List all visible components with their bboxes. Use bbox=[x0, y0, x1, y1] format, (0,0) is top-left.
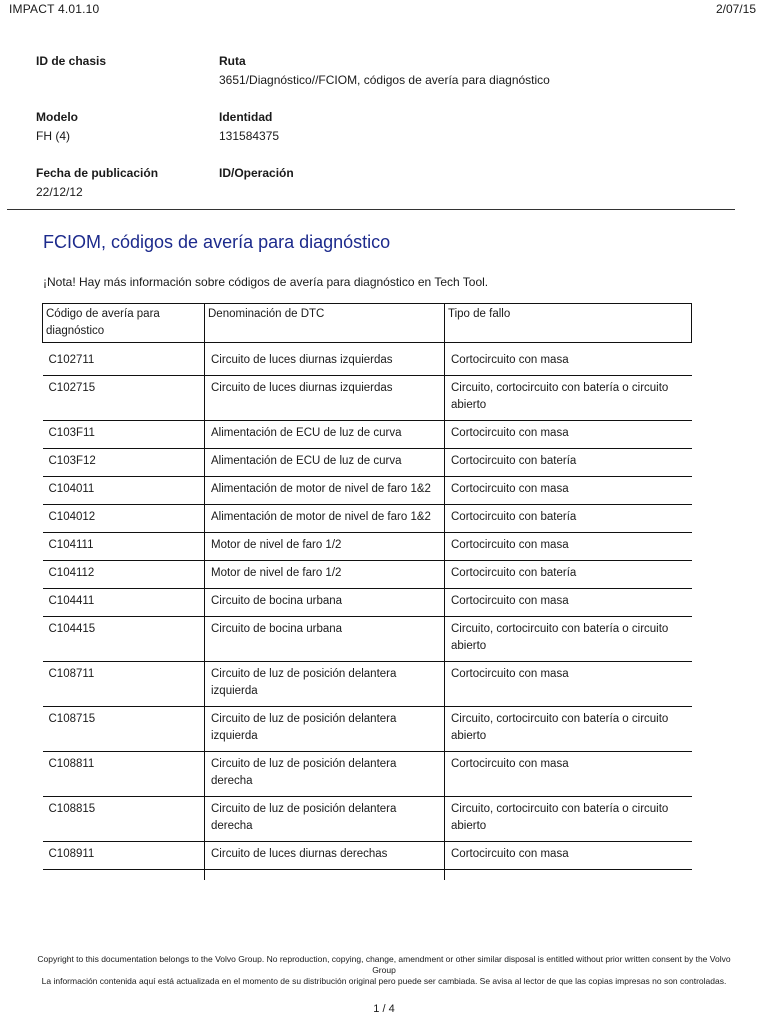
model-label: Modelo bbox=[36, 110, 78, 124]
fault-type-cell: Cortocircuito con masa bbox=[445, 477, 692, 505]
pubdate-value: 22/12/12 bbox=[36, 185, 83, 199]
fault-type-cell: Cortocircuito con masa bbox=[445, 343, 692, 376]
fault-type-cell: Cortocircuito con masa bbox=[445, 589, 692, 617]
dtc-code-cell: C104011 bbox=[43, 477, 205, 505]
model-value: FH (4) bbox=[36, 129, 70, 143]
fault-type-cell: Cortocircuito con batería bbox=[445, 449, 692, 477]
dtc-name-cell: Circuito de luces diurnas izquierdas bbox=[205, 343, 445, 376]
table-row bbox=[43, 477, 692, 505]
table-row bbox=[43, 505, 692, 533]
dtc-name-cell: Circuito de luz de posición delantera derecha bbox=[205, 752, 445, 797]
dtc-code-cell: C102715 bbox=[43, 376, 205, 421]
note-text: ¡Nota! Hay más información sobre códigos de avería para diagnóstico en Tech Tool. bbox=[43, 275, 489, 289]
chassis-label: ID de chasis bbox=[36, 54, 107, 68]
table-row bbox=[43, 662, 692, 707]
dtc-name-cell: Circuito de bocina urbana bbox=[205, 589, 445, 617]
fault-type-cell: Cortocircuito con masa bbox=[445, 421, 692, 449]
table-row bbox=[43, 797, 692, 842]
fault-type-cell: Circuito, cortocircuito con batería o circuito abierto bbox=[445, 376, 692, 421]
table-continuation-row bbox=[43, 870, 692, 881]
table-row bbox=[43, 561, 692, 589]
operation-block bbox=[219, 166, 294, 185]
page-title: FCIOM, códigos de avería para diagnóstico bbox=[43, 232, 391, 252]
empty-cell bbox=[43, 870, 205, 881]
table-row bbox=[43, 752, 692, 797]
table-row bbox=[43, 343, 692, 376]
identity-block bbox=[219, 110, 279, 143]
fault-type-cell: Cortocircuito con batería bbox=[445, 561, 692, 589]
dtc-name-cell: Alimentación de ECU de luz de curva bbox=[205, 421, 445, 449]
dtc-code-cell: C108911 bbox=[43, 842, 205, 870]
identity-value: 131584375 bbox=[219, 129, 280, 143]
header-dtc-name: Denominación de DTC bbox=[205, 304, 445, 343]
fault-type-cell: Cortocircuito con masa bbox=[445, 662, 692, 707]
empty-cell bbox=[445, 870, 692, 881]
dtc-code-cell: C108815 bbox=[43, 797, 205, 842]
fault-type-cell: Cortocircuito con masa bbox=[445, 533, 692, 561]
pubdate-label: Fecha de publicación bbox=[36, 166, 159, 180]
fault-type-cell: Cortocircuito con batería bbox=[445, 505, 692, 533]
disclaimer-notice: La información contenida aquí está actualizada en el momento de su distribución original pero puede ser cambiada. Se avisa al lector de que las copias impresas no son controladas. bbox=[41, 976, 727, 986]
dtc-name-cell: Alimentación de motor de nivel de faro 1&2 bbox=[205, 505, 445, 533]
pubdate-block bbox=[36, 166, 158, 199]
route-label: Ruta bbox=[219, 54, 246, 68]
fault-type-cell: Cortocircuito con masa bbox=[445, 842, 692, 870]
fault-type-cell: Cortocircuito con masa bbox=[445, 752, 692, 797]
dtc-code-cell: C104411 bbox=[43, 589, 205, 617]
header-divider bbox=[7, 209, 735, 210]
dtc-code-cell: C104012 bbox=[43, 505, 205, 533]
dtc-name-cell: Circuito de luz de posición delantera derecha bbox=[205, 797, 445, 842]
dtc-code-cell: C108711 bbox=[43, 662, 205, 707]
header-dtc-code: Código de avería para diagnóstico bbox=[43, 304, 205, 343]
dtc-code-cell: C108811 bbox=[43, 752, 205, 797]
fault-type-cell: Circuito, cortocircuito con batería o circuito abierto bbox=[445, 797, 692, 842]
dtc-name-cell: Motor de nivel de faro 1/2 bbox=[205, 561, 445, 589]
dtc-name-cell: Circuito de luz de posición delantera izquierda bbox=[205, 707, 445, 752]
dtc-name-cell: Alimentación de ECU de luz de curva bbox=[205, 449, 445, 477]
table-row bbox=[43, 533, 692, 561]
table-row bbox=[43, 842, 692, 870]
dtc-name-cell: Circuito de bocina urbana bbox=[205, 617, 445, 662]
dtc-code-cell: C104112 bbox=[43, 561, 205, 589]
route-block bbox=[219, 54, 550, 87]
dtc-name-cell: Circuito de luces diurnas izquierdas bbox=[205, 376, 445, 421]
dtc-code-cell: C108715 bbox=[43, 707, 205, 752]
route-value: 3651/Diagnóstico//FCIOM, códigos de avería para diagnóstico bbox=[219, 73, 550, 87]
footer bbox=[30, 954, 738, 987]
dtc-code-cell: C104111 bbox=[43, 533, 205, 561]
table-row bbox=[43, 449, 692, 477]
table-header-row bbox=[43, 304, 692, 343]
app-version: IMPACT 4.01.10 bbox=[9, 2, 100, 16]
dtc-name-cell: Alimentación de motor de nivel de faro 1&2 bbox=[205, 477, 445, 505]
operation-label: ID/Operación bbox=[219, 166, 294, 180]
dtc-name-cell: Circuito de luces diurnas derechas bbox=[205, 842, 445, 870]
fault-type-cell: Circuito, cortocircuito con batería o circuito abierto bbox=[445, 617, 692, 662]
page-number: 1 / 4 bbox=[373, 1003, 395, 1015]
dtc-table bbox=[42, 303, 692, 880]
table-row bbox=[43, 617, 692, 662]
table-row bbox=[43, 589, 692, 617]
dtc-code-cell: C104415 bbox=[43, 617, 205, 662]
table-row bbox=[43, 376, 692, 421]
model-block bbox=[36, 110, 78, 143]
dtc-code-cell: C102711 bbox=[43, 343, 205, 376]
header-fault-type: Tipo de fallo bbox=[445, 304, 692, 343]
dtc-code-cell: C103F12 bbox=[43, 449, 205, 477]
identity-label: Identidad bbox=[219, 110, 273, 124]
copyright-notice: Copyright to this documentation belongs to the Volvo Group. No reproduction, copying, change, amendment or other similar disposal is entitled without prior written consent by the Volvo Group bbox=[37, 954, 731, 975]
table-row bbox=[43, 421, 692, 449]
empty-cell bbox=[205, 870, 445, 881]
chassis-block bbox=[36, 54, 106, 73]
dtc-name-cell: Motor de nivel de faro 1/2 bbox=[205, 533, 445, 561]
dtc-code-cell: C103F11 bbox=[43, 421, 205, 449]
table-row bbox=[43, 707, 692, 752]
print-date: 2/07/15 bbox=[715, 2, 756, 16]
fault-type-cell: Circuito, cortocircuito con batería o circuito abierto bbox=[445, 707, 692, 752]
dtc-name-cell: Circuito de luz de posición delantera izquierda bbox=[205, 662, 445, 707]
